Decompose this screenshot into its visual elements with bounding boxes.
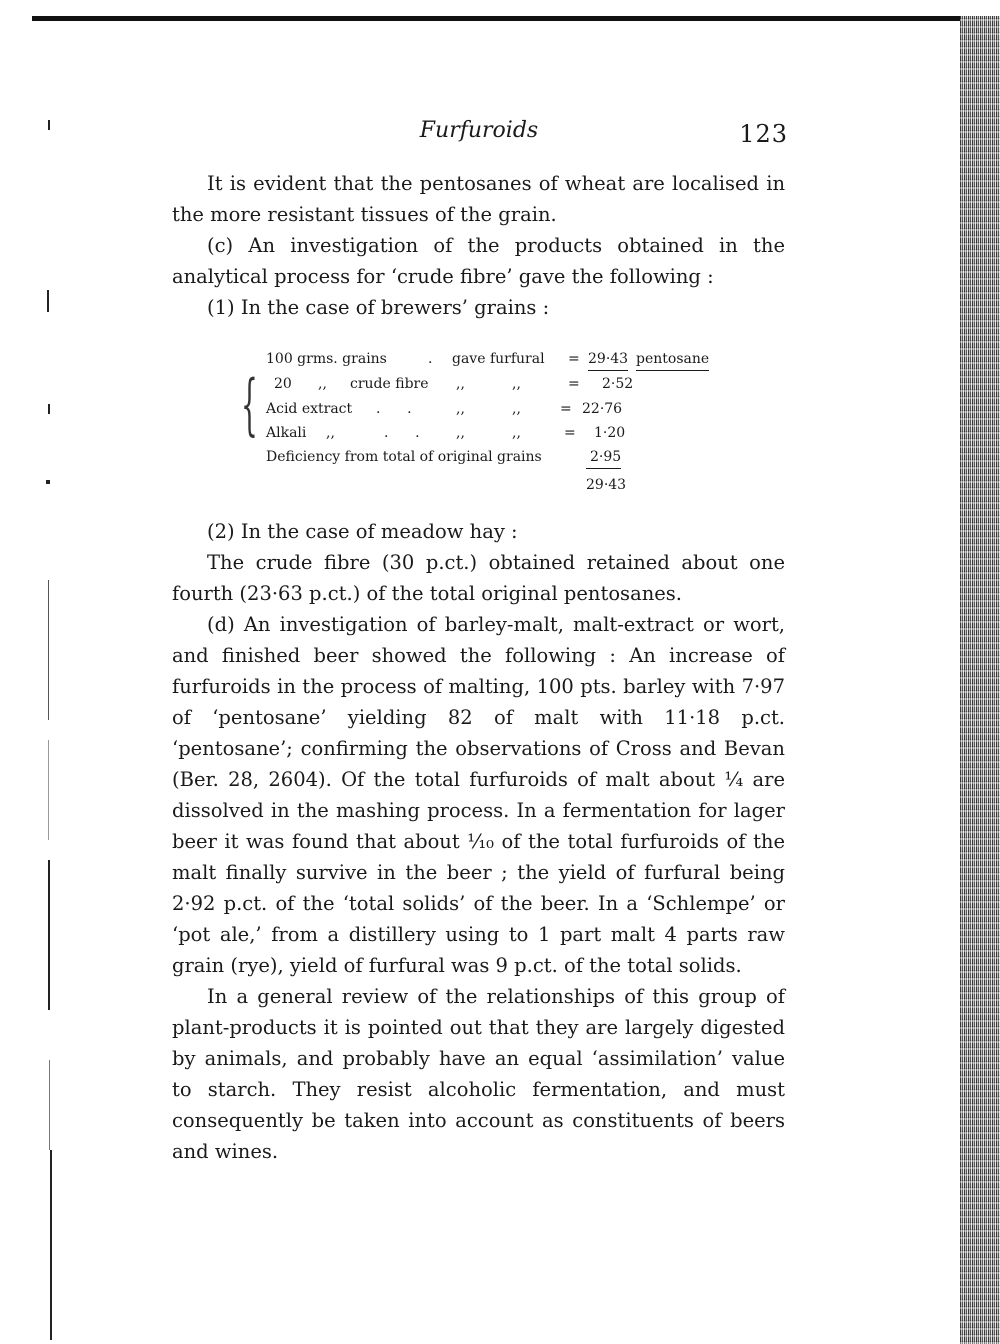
page-number: 123 <box>739 120 788 148</box>
row-ditto: ,, <box>456 376 465 392</box>
margin-mark <box>48 580 49 720</box>
margin-mark <box>47 290 49 312</box>
pentosane-table <box>262 346 732 502</box>
top-rule <box>32 16 972 21</box>
row-ditto: ,, <box>456 401 465 417</box>
paragraph: (1) In the case of brewers’ grains : <box>207 296 550 319</box>
brace: { <box>241 366 258 443</box>
row-value: 2·52 <box>602 376 634 392</box>
row-dots: . . <box>376 401 412 417</box>
row-desc: gave furfural <box>452 351 545 367</box>
row-label: Alkali <box>266 425 307 441</box>
row-ditto: ,, <box>512 376 521 392</box>
row-ditto: ,, <box>326 425 335 441</box>
text-block-top <box>172 168 785 323</box>
row-value: 22·76 <box>582 401 623 417</box>
row-label: 100 grms. grains <box>266 351 387 367</box>
row-dot: . <box>428 351 433 367</box>
row-value: 1·20 <box>594 425 626 441</box>
text-block-bottom <box>172 516 785 1167</box>
margin-mark <box>49 1060 50 1150</box>
margin-mark <box>48 740 49 840</box>
row-value: 29·43 <box>588 348 628 371</box>
row-ditto: ,, <box>512 401 521 417</box>
paragraph: In a general review of the relationships of this group of plant-products it is pointed out that they are largely digested by animals, and probably have an equal ‘assimilation’ value to starch. They resist alcoholic fermentation, and must consequently be taken into account as constituents of beers and wines. <box>172 985 785 1163</box>
row-label: Deficiency from total of original grains <box>266 449 542 465</box>
paragraph: (c) An investigation of the products obtained in the analytical process for ‘crude fibre’ gave the following : <box>172 234 785 288</box>
row-label: Acid extract <box>266 401 353 417</box>
row-value: 2·95 <box>586 446 621 469</box>
paragraph: (2) In the case of meadow hay : <box>207 520 518 543</box>
total-value: 29·43 <box>586 477 627 493</box>
paragraph: (d) An investigation of barley-malt, malt-extract or wort, and finished beer showed the following : An increase of furfuroids in the process of malting, 100 pts. barley with 7·97 of ‘pentosane’ yielding 82 of malt with 11·18 p.ct. ‘pentosane’; confirming the observations of Cross and Bevan (Ber. 28, 2604). Of the total furfuroids of malt about ¼ are dissolved in the mashing process. In a fermentation for lager beer it was found that about ¹⁄₁₀ of the total furfuroids of the malt finally survive in the beer ; the yield of furfural being 2·92 p.ct. of the ‘total solids’ of the beer. In a ‘Schlempe’ or ‘pot ale,’ from a distillery using to 1 part malt 4 parts raw grain (rye), yield of furfural was 9 p.ct. of the total solids. <box>172 613 785 977</box>
row-ditto: ,, <box>512 425 521 441</box>
margin-mark <box>48 860 50 1010</box>
paragraph: It is evident that the pentosanes of wheat are localised in the more resistant tissues of the grain. <box>172 172 785 226</box>
margin-mark <box>48 120 50 130</box>
paragraph: The crude fibre (30 p.ct.) obtained retained about one fourth (23·63 p.ct.) of the total original pentosanes. <box>172 551 785 605</box>
row-label: 20 <box>274 376 292 392</box>
running-title: Furfuroids <box>419 118 539 143</box>
book-spine-edge <box>960 16 1000 1344</box>
margin-mark <box>46 480 50 484</box>
margin-mark <box>50 1150 52 1340</box>
row-equals: = <box>560 401 572 417</box>
running-head <box>170 118 788 152</box>
row-ditto: ,, <box>456 425 465 441</box>
row-unit: pentosane <box>636 348 709 371</box>
row-desc: crude fibre <box>350 376 429 392</box>
row-equals: = <box>568 351 580 367</box>
row-dots: . . <box>384 425 420 441</box>
row-ditto: ,, <box>318 376 327 392</box>
row-equals: = <box>564 425 576 441</box>
margin-mark <box>48 404 50 414</box>
row-equals: = <box>568 376 580 392</box>
